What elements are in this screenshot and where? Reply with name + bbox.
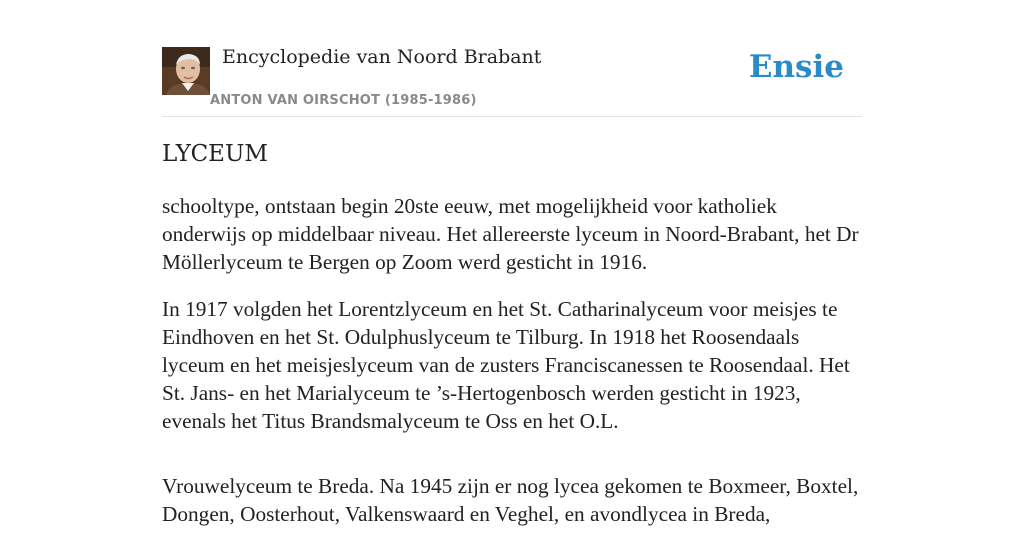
author-avatar[interactable] [162,47,210,95]
author-portrait-icon [162,47,210,95]
article-paragraph: Vrouwelyceum te Breda. Na 1945 zijn er nog lycea gekomen te Boxmeer, Boxtel, Dongen, Oosterhout, Valkenswaard en Veghel, en avondlycea in Breda, [162,474,859,526]
article-paragraph: schooltype, ontstaan begin 20ste eeuw, met mogelijkheid voor katholiek onderwijs op middelbaar niveau. Het allereerste lyceum in Noord-Brabant, het Dr Möllerlyceum te Bergen op Zoom werd gesticht in 1916. [162,194,859,274]
entry-header [162,40,862,117]
article-paragraph: In 1917 volgden het Lorentzlyceum en het St. Catharinalyceum voor meisjes te Eindhoven en het St. Odulphuslyceum te Tilburg. In 1918 het Roosendaals lyceum en het meisjeslyceum van de zusters Franciscanessen te Roosendaal. Het St. Jans- en het Marialyceum te ’s-Hertogenbosch werden gesticht in 1923, evenals het Titus Brandsmalyceum te Oss en het O.L. [162,297,850,433]
book-title[interactable]: Encyclopedie van Noord Brabant [222,46,542,68]
lemma-title: LYCEUM [162,141,268,167]
article-body [162,192,862,547]
ensie-logo-link[interactable]: Ensie [748,49,844,85]
author-name[interactable]: ANTON VAN OIRSCHOT (1985-1986) [210,93,477,108]
